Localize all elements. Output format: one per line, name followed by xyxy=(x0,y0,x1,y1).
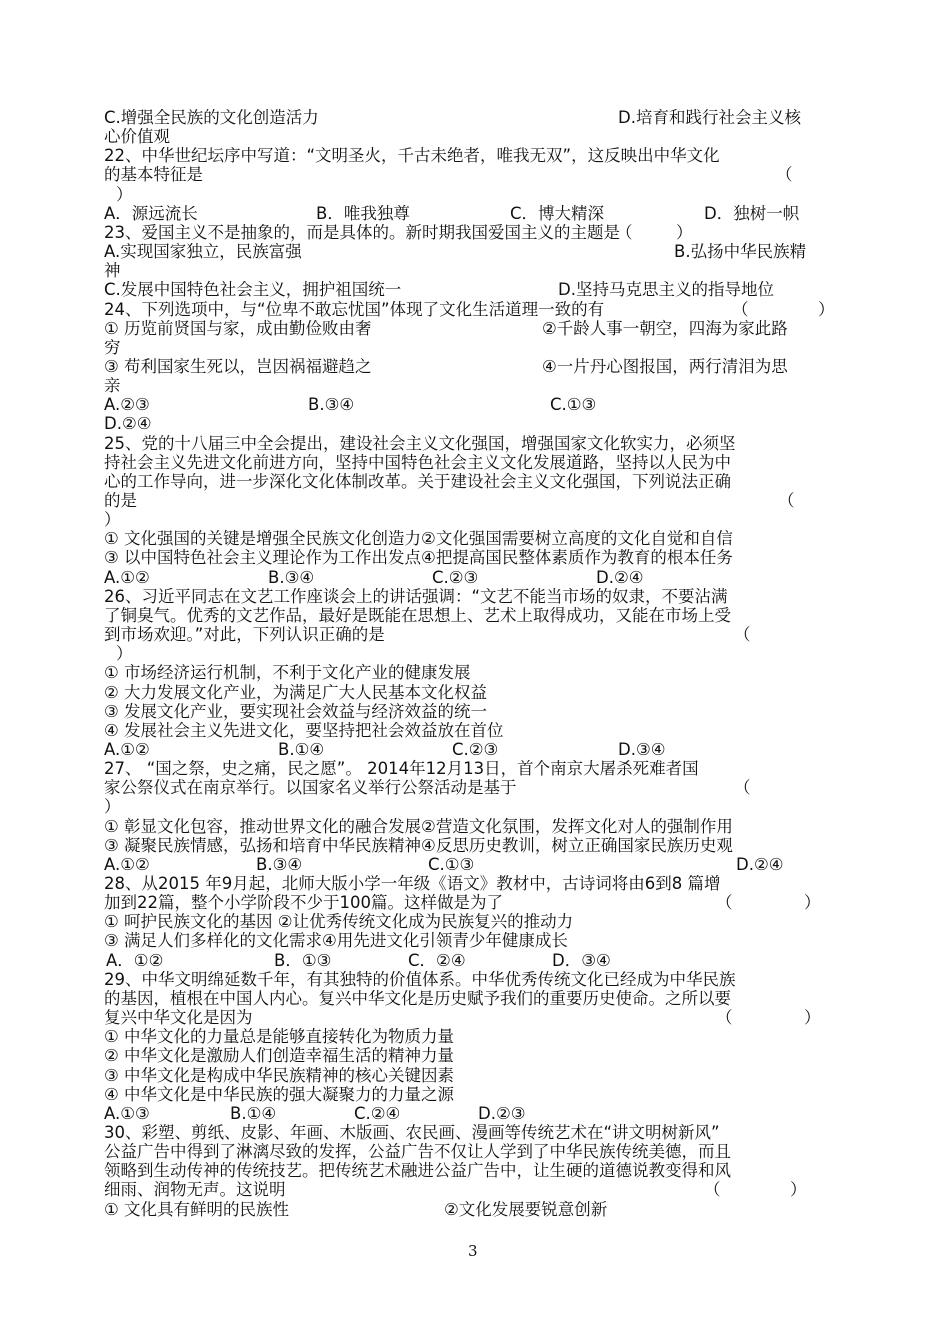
text-line-6-part-2: B．唯我独尊 xyxy=(316,203,410,223)
text-line-3: 22、中华世纪坛序中写道：“文明圣火，千古未绝者，唯我无双”，这反映出中华文化 xyxy=(104,146,720,166)
text-line-21-part-2: （ xyxy=(778,491,795,510)
text-line-36-part-1: 家公祭仪式在南京举行。以国家名义举行公祭活动是基于 xyxy=(104,778,517,798)
text-line-25-part-2: B.③④ xyxy=(268,567,315,587)
text-line-28-part-1: 到市场欢迎。”对此，下列认识正确的是 xyxy=(104,625,385,645)
text-line-10-part-1: C.发展中国特色社会主义，拥护祖国统一 xyxy=(104,280,402,300)
text-line-35: 27、 “国之祭，史之痛，民之愿”。 2014年12月13日，首个南京大屠杀死难者国 xyxy=(104,759,699,779)
text-line-33: ④ 发展社会主义先进文化，要坚持把社会效益放在首位 xyxy=(104,720,504,740)
text-line-41: 28、从2015 年9月起，北师大版小学一年级《语文》教材中，古诗词将由6到8 篇增 xyxy=(104,874,721,893)
text-line-40-part-4: D.②④ xyxy=(736,854,784,874)
text-line-49: ① 中华文化的力量总是能够直接转化为物质力量 xyxy=(104,1027,455,1047)
page-number: 3 xyxy=(468,1242,478,1260)
text-line-44: ③ 满足人们多样化的文化需求④用先进文化引领青少年健康成长 xyxy=(104,931,568,951)
text-line-4-part-1: 的基本特征是 xyxy=(104,165,203,185)
text-line-25-part-1: A.①② xyxy=(104,567,150,587)
text-line-58-part-2: ②文化发展要锐意创新 xyxy=(444,1199,608,1219)
text-line-28-part-2: （ xyxy=(734,625,751,645)
text-line-10-part-2: D.坚持马克思主义的指导地位 xyxy=(558,280,774,300)
text-line-9: 神 xyxy=(104,261,121,281)
text-line-16-part-1: A.②③ xyxy=(104,395,150,415)
text-line-1-part-1: C.增强全民族的文化创造活力 xyxy=(104,108,319,127)
text-line-19: 持社会主义先进文化前进方向，坚持中国特色社会主义文化发展道路，坚持以人民为中 xyxy=(104,452,731,472)
text-line-40-part-3: C.①③ xyxy=(428,854,475,874)
text-line-26: 26、习近平同志在文艺工作座谈会上的讲话强调：“文艺不能当市场的奴隶，不要沾满 xyxy=(104,586,728,606)
text-line-48-part-1: 复兴中华文化是因为 xyxy=(104,1008,253,1028)
text-line-25-part-4: D.②④ xyxy=(596,567,644,587)
text-line-21-part-1: 的是 xyxy=(104,491,137,510)
text-line-37: ） xyxy=(104,797,121,817)
text-line-22: ） xyxy=(104,510,121,530)
text-line-12-part-2: ②千龄人事一朝空，四海为家此路 xyxy=(542,318,788,338)
text-line-34-part-1: A.①② xyxy=(104,739,150,759)
text-line-24: ③ 以中国特色社会主义理论作为工作出发点④把提高国民整体素质作为教育的根本任务 xyxy=(104,548,733,568)
text-line-25-part-3: C.②③ xyxy=(432,567,479,587)
text-line-43: ① 呵护民族文化的基因 ②让优秀传统文化成为民族复兴的推动力 xyxy=(104,912,574,932)
text-line-16-part-3: C.①③ xyxy=(550,395,597,415)
text-line-56: 领略到生动传神的传统技艺。把传统艺术融进公益广告中，让生硬的道德说教变得和风 xyxy=(104,1161,731,1181)
text-line-47: 的基因，植根在中国人内心。复兴中华文化是历史赋予我们的重要历史使命。之所以要 xyxy=(104,988,731,1008)
text-line-55: 公益广告中得到了淋漓尽致的发挥，公益广告不仅让人学到了中华民族传统美德，而且 xyxy=(104,1142,731,1162)
text-line-31: ② 大力发展文化产业，为满足广大人民基本文化权益 xyxy=(104,682,488,702)
text-line-6-part-1: A．源远流长 xyxy=(104,203,198,223)
text-line-34-part-3: C.②③ xyxy=(452,739,499,759)
text-line-40-part-2: B.③④ xyxy=(256,854,303,874)
text-line-30: ① 市场经济运行机制，不利于文化产业的健康发展 xyxy=(104,663,471,683)
text-line-45-part-4: D．③④ xyxy=(552,950,611,970)
text-line-6-part-3: C．博大精深 xyxy=(510,203,605,223)
text-line-48-part-3: ） xyxy=(804,1008,821,1028)
text-line-2: 心价值观 xyxy=(104,127,170,147)
text-line-27: 了铜臭气。优秀的文艺作品，最好是既能在思想上、艺术上取得成功，又能在市场上受 xyxy=(104,605,731,625)
text-line-11-part-2: （ xyxy=(732,299,749,319)
text-line-45-part-3: C．②④ xyxy=(408,950,466,970)
text-line-7-part-1: 23、爱国主义不是抽象的，而是具体的。新时期我国爱国主义的主题是 xyxy=(104,222,620,242)
text-line-42-part-2: （ xyxy=(716,893,733,913)
text-line-42-part-3: ） xyxy=(804,893,821,913)
text-line-53-part-2: B.①④ xyxy=(230,1103,277,1123)
text-line-23: ① 文化强国的关键是增强全民族文化创造力②文化强国需要树立高度的文化自觉和自信 xyxy=(104,529,733,549)
text-line-42-part-1: 加到22篇，整个小学阶段不少于100篇。这样做是为了 xyxy=(104,893,503,913)
text-line-18: 25、党的十八届三中全会提出，建设社会主义文化强国，增强国家文化软实力，必须坚 xyxy=(104,433,736,453)
text-line-7-part-3: ） xyxy=(676,222,693,242)
text-line-38: ① 彰显文化包容，推动世界文化的融合发展②营造文化氛围，发挥文化对人的强制作用 xyxy=(104,816,733,836)
text-line-39: ③ 凝聚民族情感，弘扬和培育中华民族精神④反思历史教训，树立正确国家民族历史观 xyxy=(104,835,733,855)
text-line-5: ） xyxy=(116,184,133,204)
text-line-13: 穷 xyxy=(104,337,121,357)
text-line-20: 心的工作导向，进一步深化文化体制改革。关于建设社会主义文化强国，下列说法正确 xyxy=(104,471,731,491)
text-line-4-part-2: （ xyxy=(776,165,793,185)
text-line-51: ③ 中华文化是构成中华民族精神的核心关键因素 xyxy=(104,1065,455,1085)
text-line-54: 30、彩塑、剪纸、皮影、年画、木版画、农民画、漫画等传统艺术在“讲文明树新风” xyxy=(104,1122,720,1142)
text-line-52: ④ 中华文化是中华民族的强大凝聚力的力量之源 xyxy=(104,1084,455,1104)
text-line-16-part-2: B.③④ xyxy=(308,395,355,415)
text-line-11-part-1: 24、下列选项中，与“位卑不敢忘忧国”体现了文化生活道理一致的有 xyxy=(104,299,605,319)
text-line-34-part-4: D.③④ xyxy=(618,739,666,759)
text-line-8-part-1: A.实现国家独立，民族富强 xyxy=(104,242,302,262)
text-line-57-part-3: ） xyxy=(790,1180,807,1200)
text-line-17: D.②④ xyxy=(104,414,152,434)
text-line-15: 亲 xyxy=(104,376,121,396)
text-line-8-part-2: B.弘扬中华民族精 xyxy=(674,242,807,262)
text-line-53-part-1: A.①③ xyxy=(104,1103,150,1123)
text-line-45-part-1: A．①② xyxy=(106,950,164,970)
text-line-1-part-2: D.培育和践行社会主义核 xyxy=(618,108,801,127)
text-line-34-part-2: B.①④ xyxy=(278,739,325,759)
text-line-45-part-2: B．①③ xyxy=(274,950,332,970)
text-line-6-part-4: D．独树一帜 xyxy=(704,203,800,223)
text-line-12-part-1: ① 历览前贤国与家，成由勤俭败由奢 xyxy=(104,318,372,338)
text-line-57-part-2: （ xyxy=(704,1180,721,1200)
text-line-53-part-4: D.②③ xyxy=(478,1103,526,1123)
text-line-53-part-3: C.②④ xyxy=(354,1103,401,1123)
text-line-57-part-1: 细雨、润物无声。这说明 xyxy=(104,1180,286,1200)
text-line-32: ③ 发展文化产业，要实现社会效益与经济效益的统一 xyxy=(104,701,488,721)
text-line-46: 29、中华文明绵延数千年，有其独特的价值体系。中华优秀传统文化已经成为中华民族 xyxy=(104,969,736,989)
text-line-14-part-1: ③ 苟利国家生死以，岂因祸福避趋之 xyxy=(104,356,372,376)
text-line-48-part-2: （ xyxy=(716,1008,733,1028)
text-line-40-part-1: A.①② xyxy=(104,854,150,874)
text-line-11-part-3: ） xyxy=(818,299,835,319)
text-line-50: ② 中华文化是激励人们创造幸福生活的精神力量 xyxy=(104,1046,455,1066)
text-line-36-part-2: （ xyxy=(734,778,751,798)
text-line-14-part-2: ④一片丹心图报国，两行清泪为思 xyxy=(542,356,788,376)
text-line-29: ） xyxy=(116,644,133,664)
text-line-7-part-2: （ xyxy=(616,222,633,242)
text-line-58-part-1: ① 文化具有鲜明的民族性 xyxy=(104,1199,290,1219)
